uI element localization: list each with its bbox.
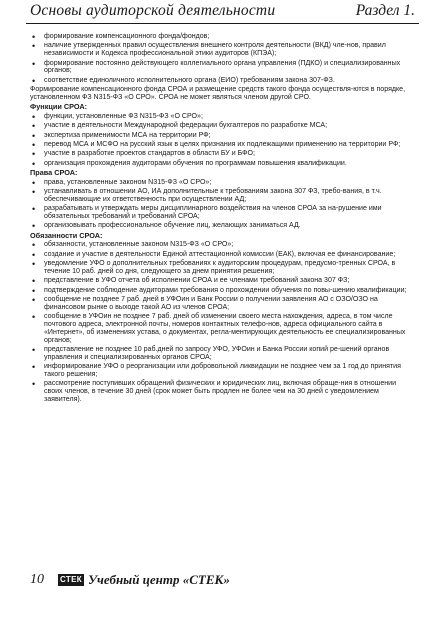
list-item: • информирование УФО о реорганизации или добровольной ликвидации не позднее чем за 1 год до принятия такого решения; — [32, 362, 401, 379]
running-title: Основы аудиторской деятельности — [30, 2, 276, 19]
body-paragraph: Формирование компенсационного фонда СРОА и размещение средств такого фонда осуществля-ются в порядке, установленном ФЗ N315-ФЗ «О СРО». СРОА не может являться членом другой СРО. — [30, 86, 406, 101]
list-item: • сообщение не позднее 7 раб. дней в УФОин и Банк России о получении заявления АО с ОЗО/ОЗО на финансовом рынке о выходе такой АО из членов СРОА; — [32, 294, 378, 311]
bullet-icon: • — [32, 75, 36, 86]
list-item: • организовывать профессиональное обучение лиц, желающих заниматься АД. — [32, 221, 301, 232]
list-item: • функции, установленные ФЗ N315-ФЗ «О СРО»; — [32, 112, 203, 123]
list-item: • организация прохождения аудиторами обучения по программам повышения квалификации. — [32, 158, 347, 169]
list-item: • обязанности, установленные законом N315-ФЗ «О СРО»; — [32, 240, 234, 251]
list-item: • участие в деятельности Международной федерации бухгалтеров по разработке МСА; — [32, 121, 328, 132]
page-number: 10 — [30, 572, 44, 587]
bullet-icon: • — [32, 312, 36, 323]
bullet-icon: • — [32, 130, 36, 141]
bullet-icon: • — [32, 204, 36, 215]
list-item: • рассмотрение поступивших обращений физических и юридических лиц, включая обраще-ния в отношении своих членов, в течение 30 дней (срок может быть продлен не более чем на 30 дней с уведомлением заявителя). — [32, 379, 397, 404]
list-item: • представление не позднее 10 раб.дней по запросу УФО, УФОин и Банка России копий ре-шений органов управления и специализированных органов СРОА; — [32, 345, 390, 361]
list-item: • участие в разработке проектов стандартов в области БУ и БФО; — [32, 149, 255, 160]
bullet-icon: • — [32, 158, 36, 169]
bullet-icon: • — [32, 112, 36, 123]
bullet-icon: • — [32, 259, 36, 270]
section-label: Раздел 1. — [355, 2, 415, 19]
list-item: • соответствие единоличного исполнительного органа (ЕИО) требованиям закона 307-ФЗ. — [32, 75, 335, 86]
list-item: • формирование постоянно действующего коллегиального органа управления (ПДКО) и специализированных органов; — [32, 58, 401, 75]
bullet-icon: • — [32, 139, 36, 150]
list-item: • уведомление УФО о дополнительных требованиях к аудиторским процедурам, предусмо-тренных СРОА, в течение 10 раб. дней со дня, следующего за днем принятия решения; — [32, 259, 396, 275]
bullet-icon: • — [32, 362, 36, 373]
rights-list — [30, 179, 415, 231]
bullet-icon: • — [32, 177, 36, 188]
list-item: • подтверждение соблюдение аудиторами требования о прохождении обучения по повы-шению квалификации; — [32, 285, 407, 296]
list-item: • права, установленные законом N315-ФЗ «О СРО»; — [32, 177, 212, 188]
intro-list — [30, 33, 415, 85]
bullet-icon: • — [32, 276, 36, 287]
bullet-icon: • — [32, 58, 36, 69]
bullet-icon: • — [32, 249, 36, 260]
duties-list — [30, 241, 415, 404]
header-rule — [26, 23, 419, 24]
list-item: • устанавливать в отношении АО, ИА дополнительные к требованиям закона 307 ФЗ, требо-вания, в т.ч. обеспечивающие их ответственность при осуществлении АД; — [32, 186, 382, 203]
functions-heading: Функции СРОА: — [30, 102, 88, 112]
list-item: • сообщение в УФОин не позднее 7 раб. дней об изменении своего места нахождения, адреса, в том числе почтового адреса, электронной почты, номеров контактных телефо-нов, адреса официального сайта в «Интернет», об изменениях устава, о документах, регла-ментирующих деятельность ее специализированных органов; — [32, 312, 406, 344]
functions-list — [30, 113, 415, 167]
bullet-icon: • — [32, 285, 36, 296]
bullet-icon: • — [32, 240, 36, 251]
list-item: • экспертиза применимости МСА на территории РФ; — [32, 130, 211, 141]
bullet-icon: • — [32, 186, 36, 197]
stek-logo: СТЕК — [58, 574, 84, 586]
duties-heading: Обязанности СРОА: — [30, 230, 103, 240]
rights-heading: Права СРОА: — [30, 167, 78, 177]
bullet-icon: • — [32, 294, 36, 305]
list-item: • перевод МСА и МСФО на русский язык в целях признания их подлежащими применению на территории РФ; — [32, 139, 401, 150]
bullet-icon: • — [32, 149, 36, 160]
list-item: • представление в УФО отчета об исполнении СРОА и ее членами требований закона 307 ФЗ; — [32, 276, 350, 287]
list-item: • разрабатывать и утверждать меры дисциплинарного воздействия на членов СРОА за на-рушение ими обязательных требований и требований СРОА; — [32, 204, 382, 221]
page-content — [30, 33, 415, 406]
publisher-name: Учебный центр «СТЕК» — [88, 572, 230, 587]
page-header — [0, 0, 445, 22]
bullet-icon: • — [32, 345, 36, 356]
list-item: • создание и участие в деятельности Единой аттестационной комиссии (ЕАК), включая ее финансирование; — [32, 249, 396, 260]
list-item: • формирование компенсационного фонда/фондов; — [32, 32, 210, 42]
bullet-icon: • — [32, 121, 36, 132]
bullet-icon: • — [32, 221, 36, 232]
bullet-icon: • — [32, 32, 36, 42]
bullet-icon: • — [32, 41, 36, 52]
page-footer — [30, 568, 415, 592]
bullet-icon: • — [32, 379, 36, 390]
list-item: • наличие утвержденных правил осуществления внешнего контроля деятельности (ВКД) чле-нов, правил независимости и Кодекса профессиональной этики аудиторов (КПЭА); — [32, 41, 386, 58]
